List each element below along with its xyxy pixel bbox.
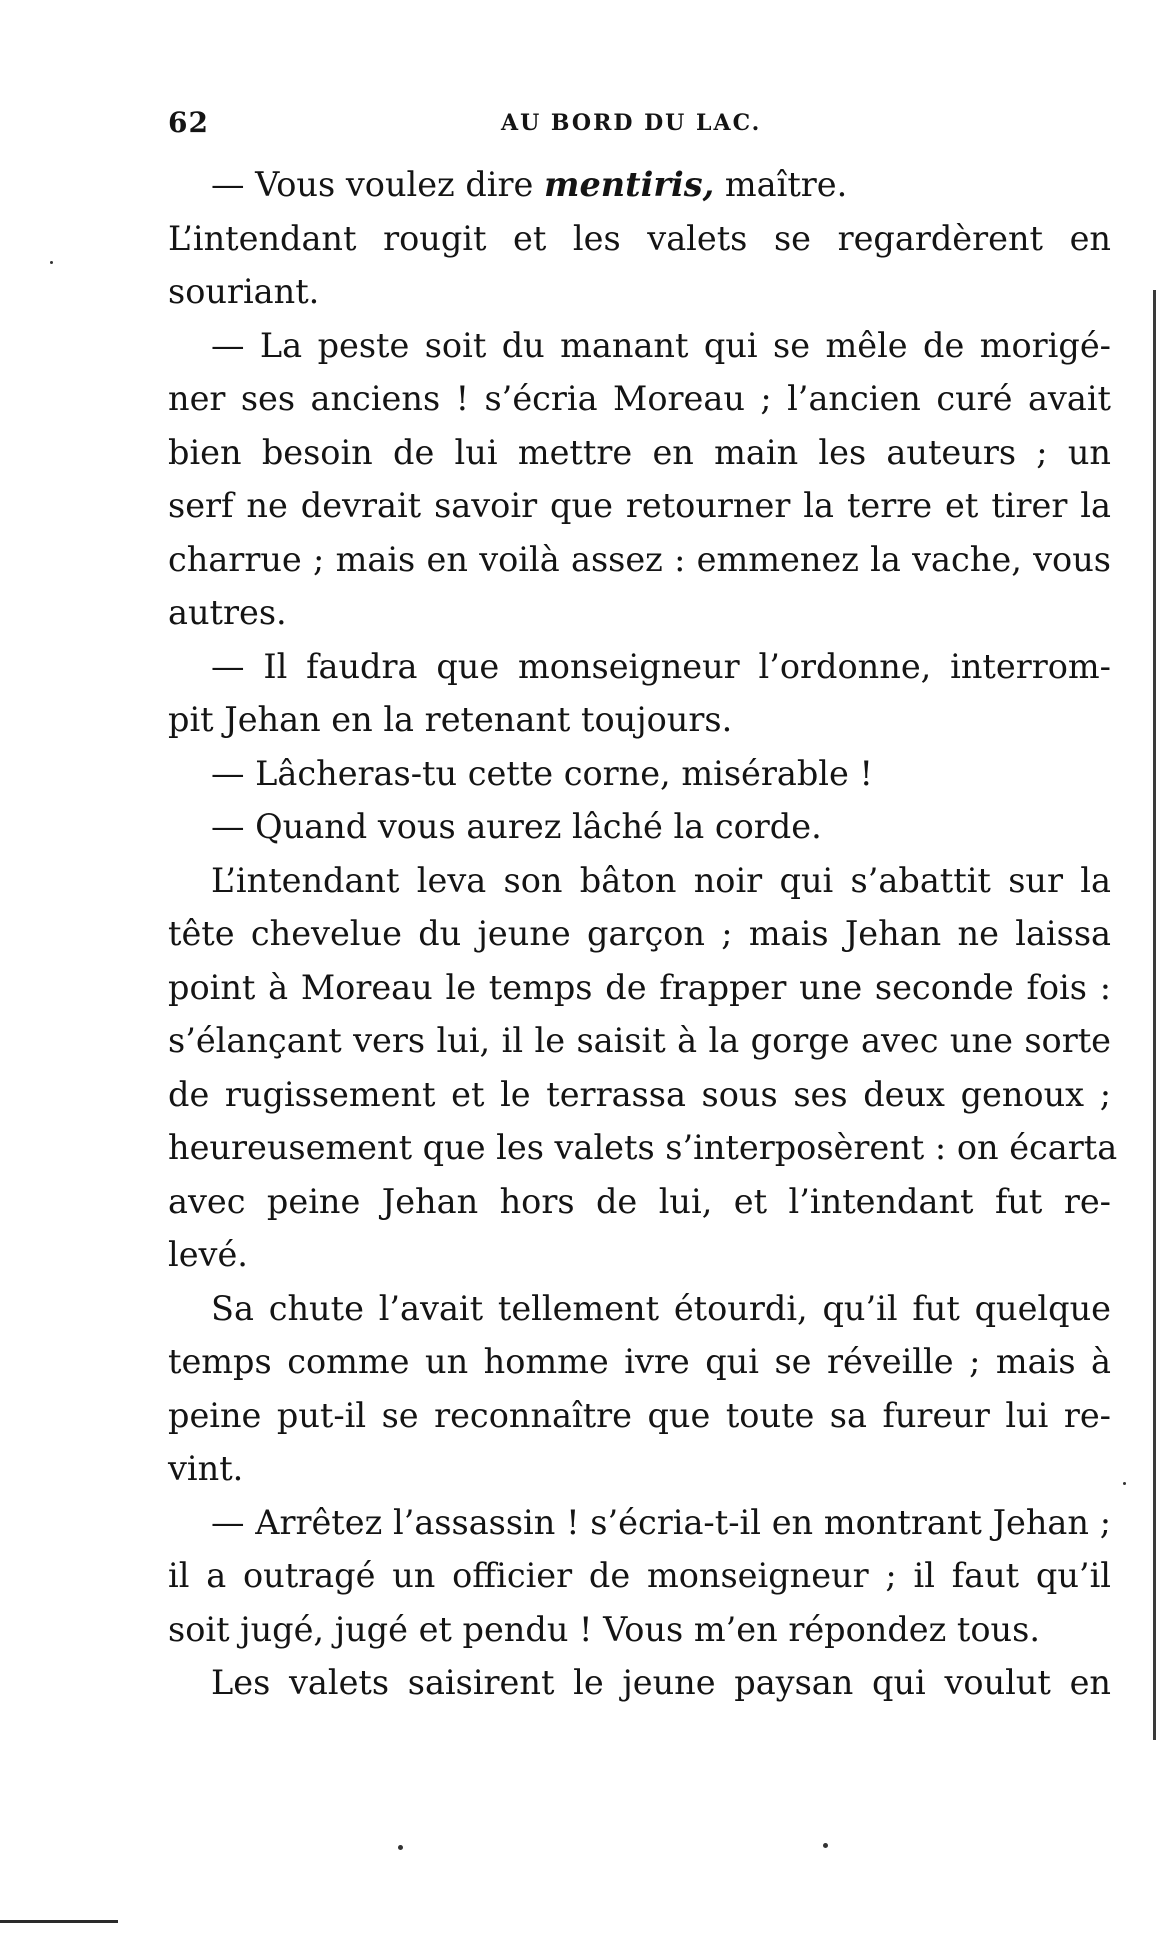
text-line: bien besoin de lui mettre en main les auteurs ; un: [168, 432, 1111, 472]
text-line: — Il faudra que monseigneur l’ordonne, interrom-: [211, 646, 1111, 686]
emphasized-word: mentiris,: [544, 165, 715, 204]
text-line: L’intendant leva son bâton noir qui s’abattit sur la: [211, 860, 1111, 900]
ink-speck: [1123, 1482, 1126, 1485]
text-line: — Quand vous aurez lâché la corde.: [211, 807, 822, 846]
page-number: 62: [168, 106, 209, 139]
text-line: s’élançant vers lui, il le saisit à la gorge avec une sorte: [168, 1021, 1111, 1060]
text-line: tête chevelue du jeune garçon ; mais Jehan ne laissa: [168, 914, 1111, 953]
text-line: temps comme un homme ivre qui se réveille ; mais à: [168, 1342, 1111, 1381]
text-line: pit Jehan en la retenant toujours.: [168, 700, 733, 739]
ink-speck: [50, 261, 53, 264]
text-line: — Arrêtez l’assassin ! s’écria-t-il en montrant Jehan ;: [211, 1502, 1111, 1542]
text-line: ner ses anciens ! s’écria Moreau ; l’ancien curé avait: [168, 379, 1111, 418]
scan-corner-line: [0, 1920, 118, 1923]
text-line: vint.: [168, 1449, 244, 1488]
text-line: souriant.: [168, 272, 320, 311]
body-text: [168, 158, 1118, 1710]
ink-speck: [823, 1843, 828, 1848]
text-line: autres.: [168, 593, 287, 632]
text-line: — Vous voulez dire mentiris, maître.: [211, 165, 848, 204]
text-line: de rugissement et le terrassa sous ses deux genoux ;: [168, 1074, 1111, 1114]
text-line: avec peine Jehan hors de lui, et l’intendant fut re-: [168, 1181, 1111, 1221]
text-line: charrue ; mais en voilà assez : emmenez la vache, vous: [168, 539, 1111, 579]
text-line: heureusement que les valets s’interposèrent : on écarta: [168, 1128, 1118, 1167]
text-line: L’intendant rougit et les valets se regardèrent en: [168, 218, 1111, 258]
text-line: peine put-il se reconnaître que toute sa fureur lui re-: [168, 1395, 1111, 1435]
page-header: [168, 106, 1102, 146]
text-line: Les valets saisirent le jeune paysan qui voulut en: [211, 1663, 1111, 1702]
text-line: soit jugé, jugé et pendu ! Vous m’en répondez tous.: [168, 1609, 1040, 1649]
text-line: — La peste soit du manant qui se mêle de morigé-: [211, 325, 1111, 365]
text-line: levé.: [168, 1235, 248, 1274]
text-line: il a outragé un officier de monseigneur ; il faut qu’il: [168, 1556, 1111, 1595]
text-line: — Lâcheras-tu cette corne, misérable !: [211, 753, 873, 793]
text-line: serf ne devrait savoir que retourner la terre et tirer la: [168, 486, 1111, 525]
ink-speck: [398, 1845, 403, 1850]
running-head: AU BORD DU LAC.: [501, 110, 762, 136]
scan-edge-line: [1153, 290, 1156, 1740]
text-line: Sa chute l’avait tellement étourdi, qu’il fut quelque: [211, 1288, 1111, 1328]
text-line: point à Moreau le temps de frapper une seconde fois :: [168, 967, 1111, 1007]
